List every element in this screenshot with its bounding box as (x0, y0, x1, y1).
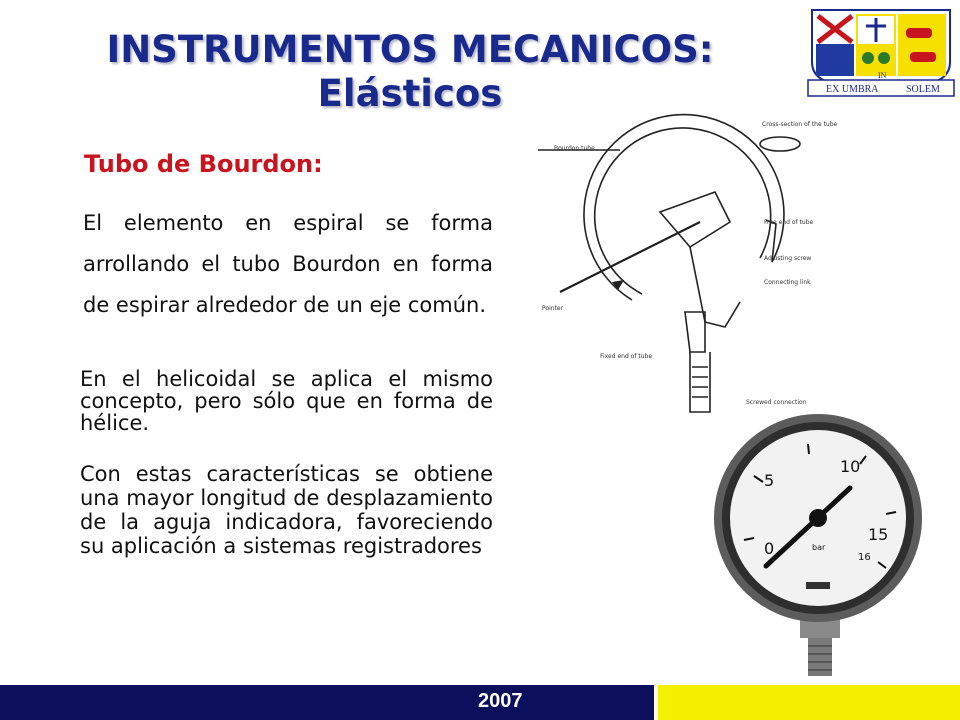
crest-motto-left: EX UMBRA (826, 84, 879, 95)
gauge-mark-16: 16 (858, 552, 871, 563)
label-fixed-end: Fixed end of tube (600, 353, 653, 360)
paragraph-spiral: El elemento en espiral se forma arrollando el tubo Bourdon en forma de espirar alrededor de un eje común. (83, 211, 493, 317)
footer-bar-yellow (658, 685, 960, 720)
university-crest-logo (806, 6, 956, 98)
label-free-end: Free end of tube (764, 219, 814, 226)
title-line-2: Elásticos (317, 72, 503, 115)
gauge-mark-15: 15 (868, 525, 889, 544)
label-screwed-connection: Screwed connection (746, 399, 807, 406)
paragraph-characteristics: Con estas características se obtiene una mayor longitud de desplazamiento de la aguja indicadora, favoreciendo su aplicación a sistemas registradores (80, 462, 493, 558)
gauge-mark-5: 5 (764, 471, 775, 490)
crest-motto-right: SOLEM (906, 84, 940, 95)
label-cross-section: Cross-section of the tube (762, 121, 838, 128)
label-pointer: Pointer (542, 305, 564, 312)
pressure-gauge-image (700, 420, 940, 685)
footer-bar-blue (0, 685, 654, 720)
section-subtitle: Tubo de Bourdon: (84, 150, 323, 178)
label-bourdon-tube: Bourdon tube (554, 145, 595, 152)
gauge-mark-0: 0 (764, 539, 775, 558)
label-connecting-link: Connecting link (764, 279, 811, 286)
footer-year: 2007 (478, 690, 523, 712)
paragraph-helical: En el helicoidal se aplica el mismo concepto, pero sólo que en forma de hélice. (80, 367, 493, 435)
gauge-unit: bar (812, 543, 826, 552)
title-line-1: INSTRUMENTOS MECANICOS: (106, 28, 714, 71)
label-adjusting-screw: Adjusting screw (764, 255, 812, 262)
gauge-mark-10: 10 (840, 457, 861, 476)
crest-motto-center: IN (878, 71, 887, 80)
slide-title (60, 28, 760, 116)
bourdon-tube-diagram (540, 112, 838, 422)
